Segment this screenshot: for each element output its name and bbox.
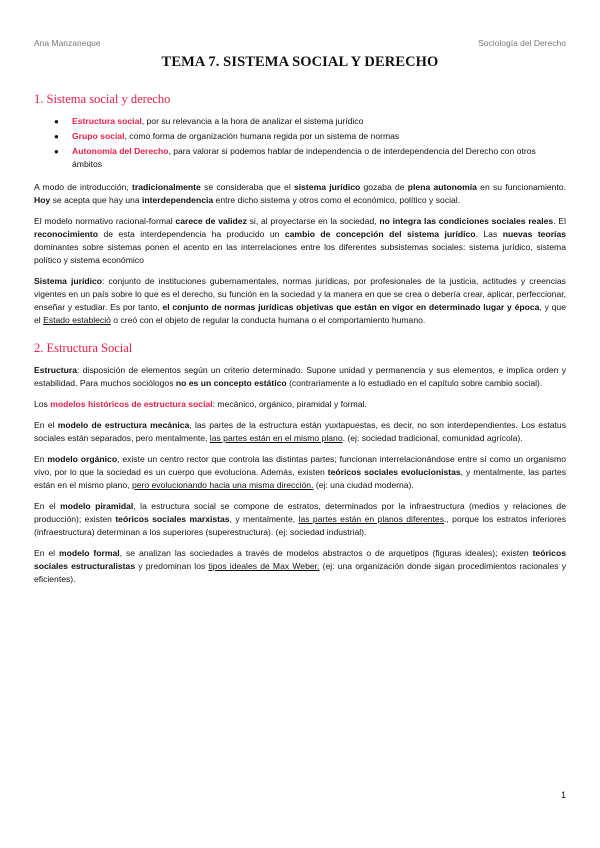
section-2-heading: 2. Estructura Social — [34, 341, 133, 355]
paragraph-organic-model: En modelo orgánico, existe un centro rector que controla las distintas partes; funcionan interrelacionándose entre sí como un organismo vivo, por lo que la sociedad es un cuerpo que evoluciona. Además, existen teóricos sociales evolucionistas, y mentalmente, las partes están en el mismo plano, pero evolucionando hacia una misma dirección. (ej: una ciudad moderna). — [34, 454, 567, 490]
section-1-bullet-list — [34, 115, 566, 171]
paragraph-structure-definition: Estructura: disposición de elementos según un criterio determinado. Supone unidad y permanencia y sus elementos, e implica orden y estabilidad. Para muchos sociólogos no es un concepto estático (contrariamente a lo estudiado en el capítulo sobre cambio social). — [34, 365, 566, 388]
paragraph-pyramidal-model: En el modelo piramidal, la estructura social se compone de estratos, determinados por la infraestructura (medios y relaciones de producción); existen teóricos sociales marxistas, y mentalmente, las partes están en planos diferentes., porque los estratos inferiores (infraestructura) determinan a los superiores (superestructura). (ej: sociedad industrial). — [34, 501, 567, 537]
page-title: TEMA 7. SISTEMA SOCIAL Y DERECHO — [161, 54, 439, 70]
paragraph-formal-model: En el modelo formal, se analizan las sociedades a través de modelos abstractos o de arquetipos (figuras ideales); existen teóricos sociales estructuralistas y predominan los tipos ideales de Max Weber. (ej: una organización donde sigan procedimientos racionales y eficientes). — [34, 548, 566, 584]
page-number: 1 — [560, 790, 566, 800]
header-subject: Sociología del Derecho — [478, 38, 566, 48]
list-item: ● Autonomía del Derecho, para valorar si podemos hablar de independencia o de interdependencia del Derecho con otros ámbitos — [54, 146, 536, 169]
paragraph-legal-system-definition: Sistema jurídico: conjunto de instituciones gubernamentales, normas jurídicas, por profesionales de la justicia, actitudes y creencias vigentes en un país sobre lo que es el derecho, su función en la sociedad y la manera en que se crea o debería crear, aplicar, perfeccionar, enseñar y estudiar. Es por tanto, el conjunto de normas jurídicas objetivas que están en vigor en determinado lugar y época, y que el Estado estableció o creó con el objeto de regular la conducta humana o el comportamiento humano. — [34, 276, 566, 325]
paragraph-intro: A modo de introducción, tradicionalmente se consideraba que el sistema jurídico gozaba de plena autonomía en su funcionamiento. Hoy se acepta que hay una interdependencia entre dicho sistema y otros como el económico, político y social. — [34, 182, 566, 205]
bullet-icon: ● — [54, 132, 59, 141]
header-author: Ana Manzaneque — [34, 38, 101, 48]
paragraph-historical-models: Los modelos históricos de estructura social: mecánico, orgánico, piramidal y formal. — [34, 399, 367, 409]
bullet-icon: ● — [54, 147, 59, 156]
list-item: ● Grupo social, como forma de organización humana regida por un sistema de normas — [54, 131, 400, 141]
bullet-icon: ● — [54, 117, 59, 126]
document-body — [34, 92, 566, 594]
paragraph-normative-model: El modelo normativo racional-formal carece de validez si, al proyectarse en la sociedad, no integra las condiciones sociales reales. El reconocimiento de esta interdependencia ha producido un cambio de concepción del sistema jurídico. Las nuevas teorías dominantes sobre sistemas ponen el acento en las interrelaciones entre los diferentes subsistemas sociales: sistema jurídico, sistema político y sistema económico — [34, 216, 566, 265]
section-1-heading: 1. Sistema social y derecho — [34, 92, 171, 106]
paragraph-mechanical-model: En el modelo de estructura mecánica, las partes de la estructura están yuxtapuestas, es decir, no son interdependientes. Los estatus sociales están separados, pero mentalmente, las partes están en el mismo plano. (ej: sociedad tradicional, comunidad agrícola). — [34, 420, 567, 443]
list-item: ● Estructura social, por su relevancia a la hora de analizar el sistema jurídico — [54, 116, 364, 126]
